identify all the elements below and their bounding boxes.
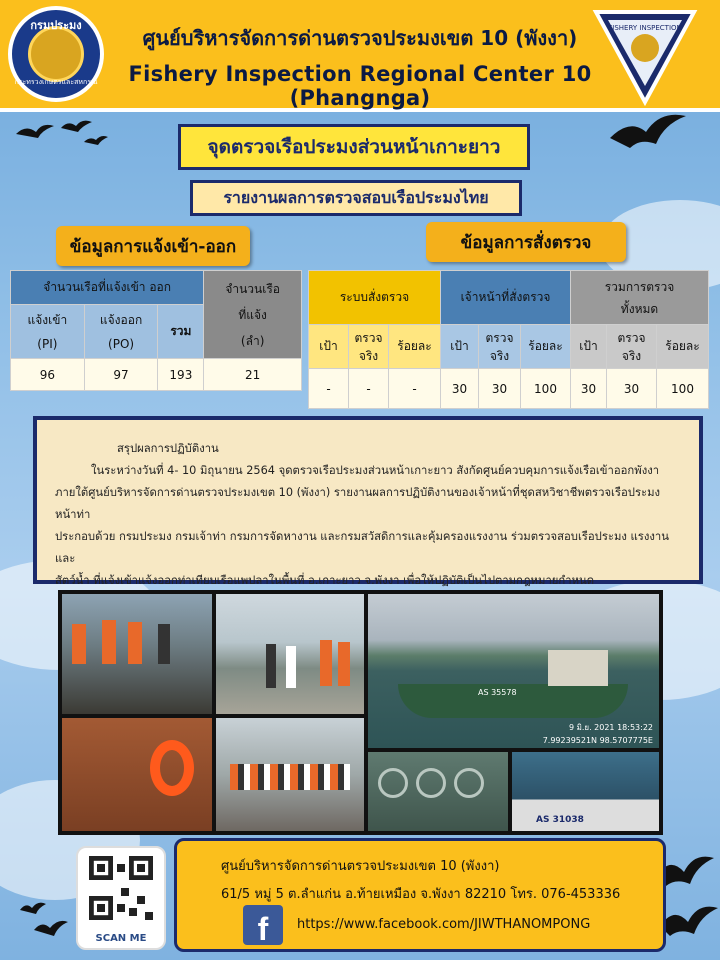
officer-percent-header: ร้อยละ: [521, 325, 571, 369]
boats-header-line3: (ลำ): [240, 333, 265, 348]
col-pi-label: แจ้งเข้า: [27, 312, 68, 327]
sub-actual-1: ตรวจ: [485, 330, 514, 345]
header-banner: [0, 0, 720, 112]
summary-line-3: ประกอบด้วย กรมประมง กรมเจ้าท่า กรมการจัดหางาน และกรมสวัสดิการและคุ้มครองแรงงาน ร่วมตรวจสอบเรือประมง แรงงาน และ: [55, 530, 669, 565]
col-total-header: รวม: [158, 305, 204, 359]
notify-table: [10, 270, 302, 391]
summary-box: [33, 416, 703, 587]
scan-me-label: SCAN ME: [95, 933, 147, 944]
photo-timestamp: 9 มิ.ย. 2021 18:53:22: [568, 723, 653, 732]
sub-actual-2: จริง: [489, 348, 510, 363]
system-actual-header: [349, 325, 389, 369]
summary-line-1: ในระหว่างวันที่ 4- 10 มิถุนายน 2564 จุดตรวจเรือประมงส่วนหน้าเกาะยาว สังกัดศูนย์ควบคุมการแจ้งเรือเข้าออกพังงา: [91, 464, 660, 477]
val-po: 97: [84, 359, 158, 391]
col-po-header: [84, 305, 158, 359]
col-pi-header: [11, 305, 85, 359]
photo-collage: [58, 590, 663, 835]
boats-header-line2: ที่แจ้ง: [238, 307, 267, 322]
header-title-thai: ศูนย์บริหารจัดการด่านตรวจประมงเขต 10 (พังงา): [142, 26, 578, 50]
system-target-header: เป้า: [309, 325, 349, 369]
val-pi: 96: [11, 359, 85, 391]
inspect-table: [308, 270, 709, 409]
footer-contact-box: [174, 838, 666, 952]
val-boats: 21: [204, 359, 302, 391]
officer-percent-value: 100: [521, 369, 571, 409]
system-percent-header: ร้อยละ: [389, 325, 441, 369]
val-total: 193: [158, 359, 204, 391]
birds-footer-left-icon: [10, 890, 70, 950]
qr-code[interactable]: [76, 846, 166, 950]
boats-header-line1: จำนวนเรือ: [225, 281, 280, 296]
birds-left-icon: [6, 116, 116, 156]
boat-registration-2: AS 31038: [536, 815, 584, 825]
sub-actual-1: ตรวจ: [354, 330, 383, 345]
system-actual-value: -: [349, 369, 389, 409]
system-percent-value: -: [389, 369, 441, 409]
total-actual-value: 30: [607, 369, 657, 409]
logo-left-bottom-text: กระทรวงเกษตรและสหกรณ์: [14, 78, 98, 86]
sub-actual-1: ตรวจ: [617, 330, 646, 345]
notify-group-header: จำนวนเรือที่แจ้งเข้า ออก: [11, 271, 204, 305]
footer-org-name: ศูนย์บริหารจัดการด่านตรวจประมงเขต 10 (พังงา): [221, 859, 500, 874]
total-percent-value: 100: [657, 369, 709, 409]
report-subtitle: รายงานผลการตรวจสอบเรือประมงไทย: [190, 180, 522, 216]
photo-boat-nets: [512, 752, 659, 831]
officer-actual-header: [479, 325, 521, 369]
boats-header: [204, 271, 302, 359]
system-target-value: -: [309, 369, 349, 409]
photo-officers-on-deck: [62, 594, 212, 714]
col-po-code: (PO): [108, 336, 135, 351]
total-group-line1: รวมการตรวจ: [604, 279, 675, 294]
officer-actual-value: 30: [479, 369, 521, 409]
summary-line-4: สัตว์น้ำ ที่แจ้งเข้าแจ้งออกท่าเทียบเรือแพปลาในพื้นที่ อ.เกาะยาว จ.พังงา เพื่อให้ปฏิบัติเป็นไปตามกฎหมายกำหนด: [55, 574, 595, 587]
sub-actual-2: จริง: [621, 348, 642, 363]
summary-title: สรุปผลการปฏิบัติงาน: [117, 442, 219, 455]
photo-pier-officers: [216, 594, 364, 714]
facebook-icon[interactable]: f: [243, 905, 283, 945]
section-heading-inspect: ข้อมูลการสั่งตรวจ: [426, 222, 626, 262]
emblem-icon: [28, 26, 84, 82]
header-title-english: Fishery Inspection Regional Center 10 (Phangnga): [128, 62, 592, 110]
logo-left-top-text: กรมประมง: [30, 19, 82, 32]
photo-fishing-boat: [368, 594, 659, 748]
total-target-header: เป้า: [571, 325, 607, 369]
photo-catch-baskets: [368, 752, 508, 831]
photo-gps: 7.99239521N 98.5707775E: [542, 736, 653, 745]
system-group-header: ระบบสั่งตรวจ: [309, 271, 441, 325]
total-target-value: 30: [571, 369, 607, 409]
photo-life-buoy: [62, 718, 212, 831]
facebook-link[interactable]: https://www.facebook.com/JIWTHANOMPONG: [297, 917, 591, 932]
summary-line-2: ภายใต้ศูนย์บริหารจัดการด่านตรวจประมงเขต 10 (พังงา) รายงานผลการปฏิบัติงานของเจ้าหน้าที่ชุดสหวิชาชีพตรวจเรือประมงหน้าท่า: [55, 486, 661, 521]
section-heading-notify: ข้อมูลการแจ้งเข้า-ออก: [56, 226, 250, 266]
badge-text: FISHERY INSPECTION: [608, 24, 682, 32]
total-percent-header: ร้อยละ: [657, 325, 709, 369]
photo-group-officers: [216, 718, 364, 831]
total-actual-header: [607, 325, 657, 369]
sub-actual-2: จริง: [358, 348, 379, 363]
col-pi-code: (PI): [37, 336, 58, 351]
footer-address: 61/5 หมู่ 5 ต.ลำแก่น อ.ท้ายเหมือง จ.พังงา 82210 โทร. 076-453336: [221, 887, 621, 902]
total-group-header: [571, 271, 709, 325]
fishery-inspection-badge-logo: [590, 6, 700, 106]
total-group-line2: ทั้งหมด: [620, 301, 659, 316]
officer-target-header: เป้า: [441, 325, 479, 369]
checkpoint-title: จุดตรวจเรือประมงส่วนหน้าเกาะยาว: [178, 124, 530, 170]
department-of-fisheries-logo: [8, 6, 104, 102]
boat-registration-1: AS 35578: [478, 688, 517, 697]
officer-target-value: 30: [441, 369, 479, 409]
qr-code-icon: [89, 856, 153, 920]
officer-group-header: เจ้าหน้าที่สั่งตรวจ: [441, 271, 571, 325]
col-po-label: แจ้งออก: [99, 312, 143, 327]
